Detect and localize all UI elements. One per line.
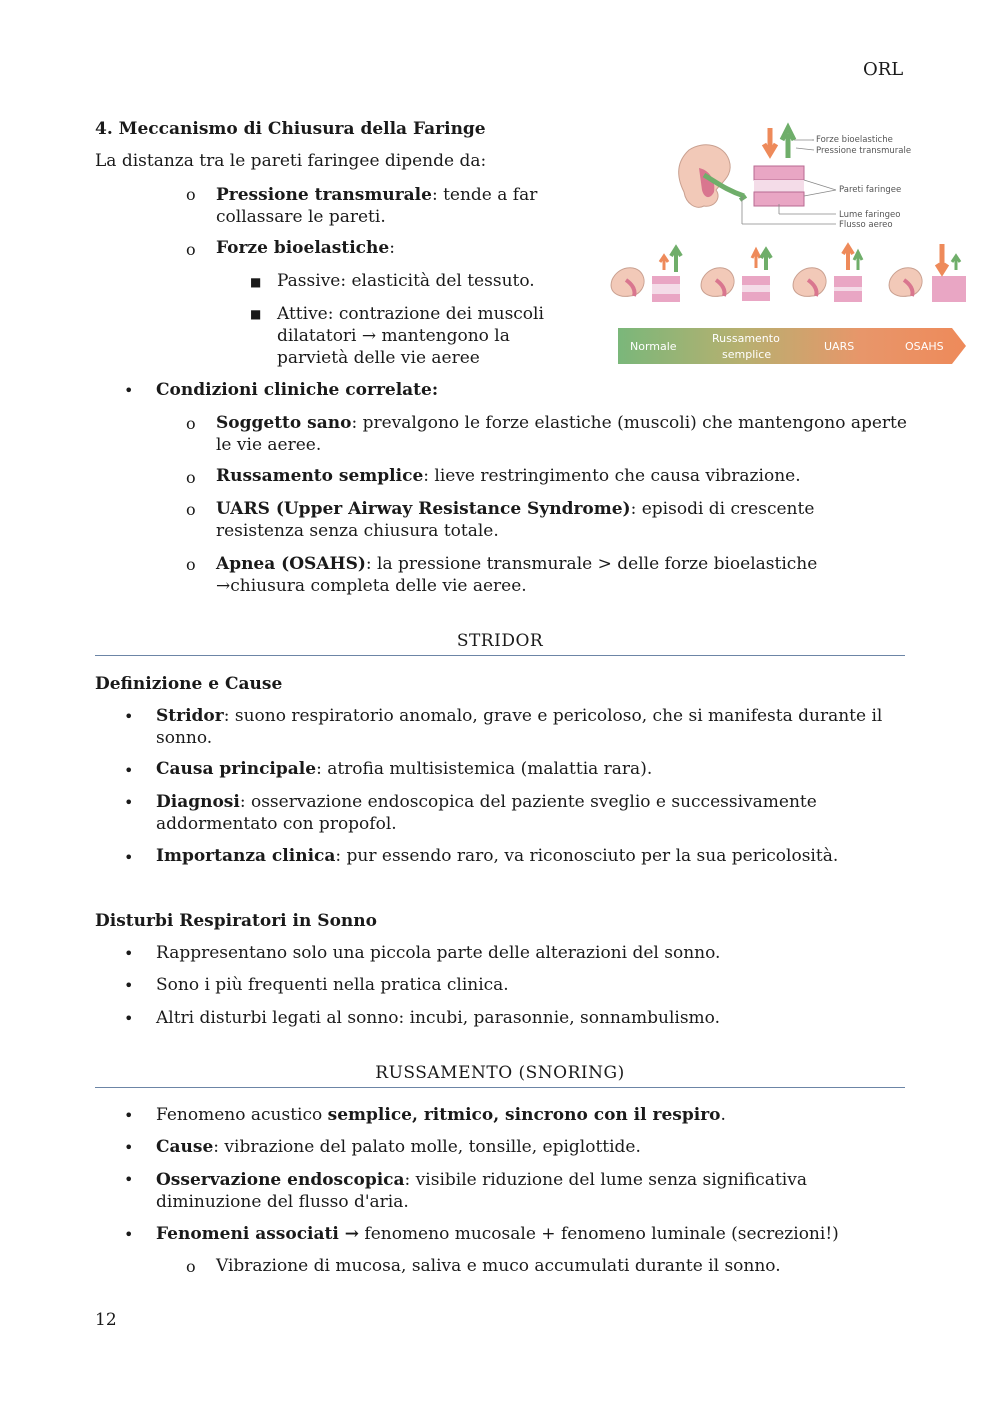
bar-label-normale: Normale	[630, 340, 677, 353]
list-item-importanza: Importanza clinica: pur essendo raro, va riconosciuto per la sua pericolosità.	[156, 846, 839, 866]
square-bullet: ■	[250, 307, 262, 321]
circle-bullet: o	[186, 500, 196, 519]
bar-label-russamento: Russamento	[712, 332, 780, 345]
list-item-vibrazione: Vibrazione di mucosa, saliva e muco accumulati durante il sonno.	[216, 1256, 781, 1276]
section-intro: La distanza tra le pareti faringee dipende da:	[95, 151, 487, 171]
list-item-associati: Fenomeni associati → fenomeno mucosale + fenomeno luminale (secrezioni!)	[156, 1224, 839, 1244]
bullet: •	[124, 381, 134, 400]
list-item-causa: Causa principale: atrofia multisistemica (malattia rara).	[156, 759, 653, 779]
label-flusso-aereo: Flusso aereo	[839, 220, 893, 230]
list-item-diagnosi: Diagnosi: osservazione endoscopica del paziente sveglio e successivamente addormentato con propofol.	[156, 792, 817, 834]
list-item-attive: Attive: contrazione dei muscoli dilatatori → mantengono la parvietà delle vie aeree	[277, 304, 544, 368]
list-item-passive: Passive: elasticità del tessuto.	[277, 271, 535, 291]
stage-russamento	[701, 250, 771, 301]
bullet: •	[124, 707, 134, 726]
list-item-disturbi: Rappresentano solo una piccola parte delle alterazioni del sonno.	[156, 943, 721, 963]
list-item-apnea: Apnea (OSAHS): la pressione transmurale > delle forze bioelastiche →chiusura completa delle vie aeree.	[216, 554, 818, 596]
head-profile-icon	[679, 145, 744, 207]
bullet: •	[124, 848, 134, 867]
square-bullet: ■	[250, 275, 262, 289]
stage-osahs	[889, 244, 966, 302]
bullet: •	[124, 1138, 134, 1157]
section-title-russamento: RUSSAMENTO (SNORING)	[375, 1063, 625, 1083]
circle-bullet: o	[186, 414, 196, 433]
bullet: •	[124, 944, 134, 963]
circle-bullet: o	[186, 555, 196, 574]
label-forze-bioelastiche: Forze bioelastiche	[816, 135, 893, 145]
circle-bullet: o	[186, 1257, 196, 1276]
list-item-russamento: Russamento semplice: lieve restringimento che causa vibrazione.	[216, 466, 801, 486]
list-item-osservazione: Osservazione endoscopica: visibile riduzione del lume senza significativa diminuzione del flusso d'aria.	[156, 1170, 807, 1212]
section-title-stridor: STRIDOR	[456, 631, 544, 651]
section-rule	[95, 655, 905, 656]
list-item-bioelastiche: Forze bioelastiche:	[216, 238, 395, 258]
stage-uars	[793, 246, 862, 302]
list-item-sano: Soggetto sano: prevalgono le forze elastiche (muscoli) che mantengono aperte le vie aeree.	[216, 413, 907, 455]
subheading-disturbi: Disturbi Respiratori in Sonno	[95, 911, 377, 931]
conditions-heading: Condizioni cliniche correlate:	[156, 380, 439, 400]
label-pareti-faringee: Pareti faringee	[839, 185, 902, 195]
running-header: ORL	[863, 59, 904, 80]
bullet: •	[124, 1009, 134, 1028]
list-item-fenomeno: Fenomeno acustico semplice, ritmico, sincrono con il respiro.	[156, 1105, 726, 1125]
subheading-definizione: Definizione e Cause	[95, 674, 283, 694]
page-number: 12	[95, 1310, 117, 1330]
list-item-stridor: Stridor: suono respiratorio anomalo, grave e pericoloso, che si manifesta durante il sonno.	[156, 706, 883, 748]
section-rule	[95, 1087, 905, 1088]
bullet: •	[124, 1106, 134, 1125]
section-heading: 4. Meccanismo di Chiusura della Faringe	[95, 119, 486, 139]
list-item-disturbi: Sono i più frequenti nella pratica clinica.	[156, 975, 509, 995]
list-item-transmurale: Pressione transmurale: tende a far collassare le pareti.	[216, 185, 538, 227]
list-item-disturbi: Altri disturbi legati al sonno: incubi, parasonnie, sonnambulismo.	[156, 1008, 720, 1028]
list-item-uars: UARS (Upper Airway Resistance Syndrome): episodi di crescente resistenza senza chiusura totale.	[216, 499, 815, 541]
label-lume-faringeo: Lume faringeo	[839, 210, 901, 220]
bullet: •	[124, 1170, 134, 1189]
pharynx-closure-figure	[604, 120, 974, 372]
bullet: •	[124, 761, 134, 780]
bar-label-uars: UARS	[824, 340, 855, 353]
bar-label-semplice: semplice	[722, 348, 772, 361]
list-item-cause: Cause: vibrazione del palato molle, tonsille, epiglottide.	[156, 1137, 641, 1157]
circle-bullet: o	[186, 468, 196, 487]
bar-label-osahs: OSAHS	[905, 340, 944, 353]
bullet: •	[124, 793, 134, 812]
bullet: •	[124, 1225, 134, 1244]
label-pressione-transmurale: Pressione transmurale	[816, 146, 912, 156]
stage-normale	[611, 248, 681, 302]
circle-bullet: o	[186, 240, 196, 259]
bullet: •	[124, 976, 134, 995]
circle-bullet: o	[186, 185, 196, 204]
